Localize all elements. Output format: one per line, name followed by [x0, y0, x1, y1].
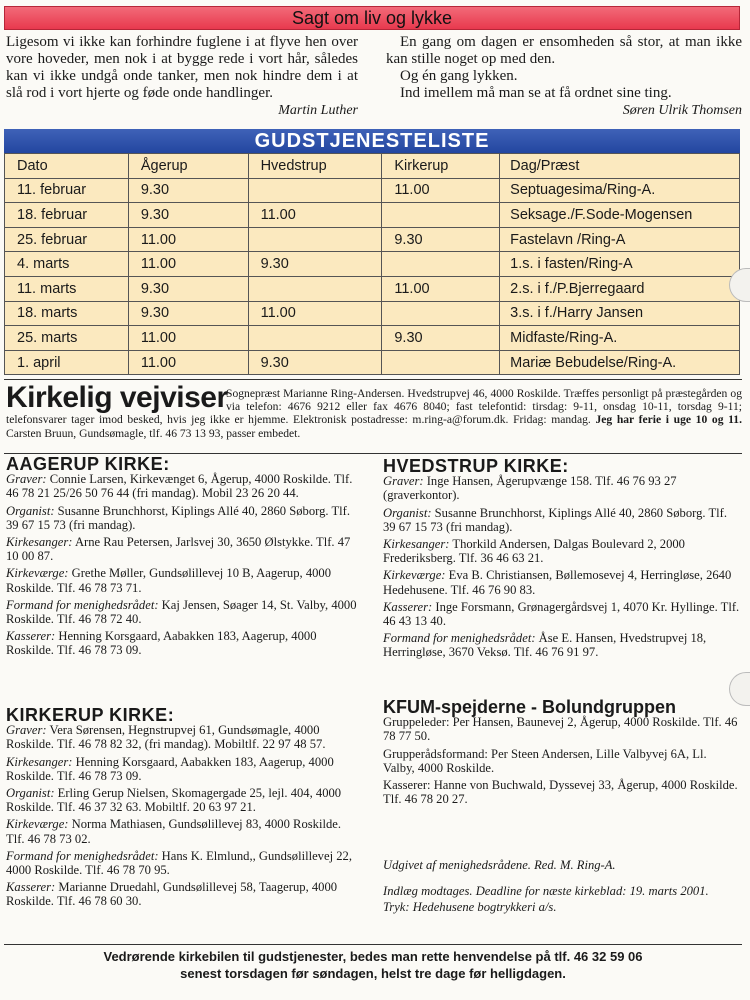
cell-hvedstrup [248, 178, 382, 203]
cell-agerup: 11.00 [128, 326, 248, 351]
contact-entry [6, 535, 361, 563]
entry-role: Kirkesanger: [6, 754, 73, 769]
cell-hvedstrup: 11.00 [248, 203, 382, 228]
aagerup-title: AAGERUP KIRKE: [6, 454, 170, 474]
quotes-banner: Sagt om liv og lykke [4, 6, 740, 30]
contact-entry [6, 598, 361, 626]
entry-role: Kirkesanger: [6, 535, 73, 550]
table-row [5, 276, 740, 301]
entry-role: Organist: [6, 786, 55, 801]
entry-text: Susanne Brunchhorst, Kiplings Allé 40, 2860 Søborg. Tlf. 39 67 15 73 (fri mandag). [383, 505, 728, 534]
quote-thomsen-line3: Ind imellem må man se at få ordnet sine ting. [400, 85, 672, 101]
cell-kirkerup: 11.00 [382, 178, 500, 203]
table-row [5, 203, 740, 228]
directory-intro-bold: Jeg har ferie i uge 10 og 11. [595, 413, 742, 427]
entry-role: Kirkeværge: [6, 817, 69, 832]
cell-kirkerup [382, 301, 500, 326]
contact-entry [6, 723, 361, 751]
entry-text: Inge Forsmann, Grønagergårdsvej 1, 4070 Kr. Hyllinge. Tlf. 46 43 13 40. [383, 599, 740, 629]
entry-text: Connie Larsen, Kirkevænget 6, Ågerup, 4000 Roskilde. Tlf. 46 78 21 25/26 50 76 44 (fri mandag). Mobil 23 26 20 44. [6, 472, 353, 501]
entry-role: Graver: [383, 474, 424, 489]
quote-luther [6, 34, 358, 119]
service-list-title: GUDSTJENESTELISTE [4, 129, 740, 153]
entry-role: Kirkesanger: [383, 537, 450, 552]
cell-day-priest: 2.s. i f./P.Bjerregaard [500, 276, 740, 301]
cell-day-priest: Fastelavn /Ring-A [500, 227, 740, 252]
cell-kirkerup: 9.30 [382, 227, 500, 252]
churchcar-footer [4, 948, 742, 982]
cell-date: 18. marts [5, 301, 129, 326]
cell-hvedstrup [248, 326, 382, 351]
entry-text: Henning Korsgaard, Aabakken 183, Aagerup, 4000 Roskilde. Tlf. 46 78 73 09. [6, 629, 317, 658]
cell-day-priest: Midfaste/Ring-A. [500, 326, 740, 351]
entry-text: Inge Hansen, Ågerupvænge 158. Tlf. 46 76 93 27 (graverkontor). [383, 474, 677, 503]
entry-role: Organist: [6, 503, 55, 518]
hvedstrup-section [383, 456, 741, 663]
contact-entry [383, 506, 741, 534]
contact-entry [6, 880, 361, 908]
cell-agerup: 9.30 [128, 301, 248, 326]
cell-day-priest: Septuagesima/Ring-A. [500, 178, 740, 203]
cell-agerup: 11.00 [128, 252, 248, 277]
contact-entry [6, 566, 361, 594]
header-date: Dato [5, 154, 129, 179]
cell-hvedstrup [248, 276, 382, 301]
cell-date: 18. februar [5, 203, 129, 228]
directory-intro-text: Sognepræst Marianne Ring-Andersen. Hvedstrupvej 46, 4000 Roskilde. Træffes personligt på præstegården og via telefon: 4676 9212 eller fax 4676 8040; fast telefontid: tirsdag: 9-11, onsdag 10-11, torsdag 9-11; telefonsvarer tager imod besked, hvis jeg ikke er hjemme. Elektronisk postadresse: m.ring-a@forum.dk. Fridag: mandag. [6, 387, 742, 427]
contact-entry [383, 568, 741, 596]
contact-entry [6, 849, 361, 877]
cell-kirkerup [382, 203, 500, 228]
footer-line1: Vedrørende kirkebilen til gudstjenester, bedes man rette henvendelse på tlf. 46 32 59 06 [103, 949, 643, 964]
footer-line2: senest torsdagen før søndagen, helst tre dage før helligdagen. [180, 966, 566, 981]
cell-agerup: 9.30 [128, 203, 248, 228]
cell-hvedstrup [248, 227, 382, 252]
kirkerup-section [6, 705, 361, 912]
entry-text: Marianne Druedahl, Gundsølillevej 58, Taagerup, 4000 Roskilde. Tlf. 46 78 60 30. [6, 880, 338, 909]
entry-role: Kasserer: [6, 629, 56, 644]
contact-entry [6, 786, 361, 814]
directory-intro [6, 387, 742, 440]
cell-hvedstrup: 9.30 [248, 252, 382, 277]
kfum-line: Grupperådsformand: Per Steen Andersen, Lille Valbyvej 6A, Ll. Valby, 4000 Roskilde. [383, 746, 707, 775]
entry-text: Grethe Møller, Gundsølillevej 10 B, Aagerup, 4000 Roskilde. Tlf. 46 78 73 71. [6, 566, 332, 595]
cell-kirkerup: 9.30 [382, 326, 500, 351]
entry-text: Eva B. Christiansen, Bøllemosevej 4, Herringløse, 2640 Hedehusene. Tlf. 46 76 90 83. [383, 568, 732, 597]
entry-text: Thorkild Andersen, Dalgas Boulevard 2, 2000 Frederiksberg. Tlf. 36 46 63 21. [383, 537, 685, 566]
quote-luther-author: Martin Luther [278, 103, 358, 118]
aagerup-section [6, 454, 361, 661]
note-tryk: Tryk: Hedehusene bogtrykkeri a/s. [383, 900, 557, 915]
note-udgivet: Udgivet af menighedsrådene. Red. M. Ring-A. [383, 858, 616, 872]
entry-text: Arne Rau Petersen, Jarlsvej 30, 3650 Ølstykke. Tlf. 47 10 00 87. [6, 535, 351, 564]
divider-line [4, 944, 742, 945]
hvedstrup-title: HVEDSTRUP KIRKE: [383, 456, 569, 476]
cell-hvedstrup: 9.30 [248, 350, 382, 375]
entry-text: Norma Mathiasen, Gundsølillevej 83, 4000 Roskilde. Tlf. 46 78 73 02. [6, 817, 341, 846]
entry-role: Formand for menighedsrådet: [6, 597, 159, 612]
contact-entry [383, 474, 741, 502]
quotes-section [6, 34, 742, 126]
entry-text: Vera Sørensen, Hegnstrupvej 61, Gundsømagle, 4000 Roskilde. Tlf. 46 78 82 32, (fri mandag). Mobiltlf. 22 97 48 57. [6, 723, 326, 752]
quote-thomsen-author: Søren Ulrik Thomsen [622, 103, 742, 118]
contact-entry [383, 631, 741, 659]
table-row [5, 350, 740, 375]
note-indlaeg: Indlæg modtages. Deadline for næste kirkeblad: 19. marts 2001. [383, 884, 709, 899]
contact-entry [6, 629, 361, 657]
table-row [5, 301, 740, 326]
divider-line [4, 379, 742, 380]
entry-role: Graver: [6, 472, 47, 487]
table-row [5, 227, 740, 252]
entry-role: Kirkeværge: [383, 568, 446, 583]
contact-entry [6, 472, 361, 500]
service-list-table [4, 153, 740, 375]
cell-date: 4. marts [5, 252, 129, 277]
header-agerup: Ågerup [128, 154, 248, 179]
cell-date: 25. marts [5, 326, 129, 351]
entry-role: Formand for menighedsrådet: [383, 631, 536, 646]
quote-thomsen-line2: Og én gang lykken. [400, 68, 518, 84]
cell-kirkerup [382, 350, 500, 375]
cell-hvedstrup: 11.00 [248, 301, 382, 326]
contact-entry [383, 537, 741, 565]
header-day-priest: Dag/Præst [500, 154, 740, 179]
cell-kirkerup [382, 252, 500, 277]
cell-agerup: 9.30 [128, 276, 248, 301]
entry-text: Åse E. Hansen, Hvedstrupvej 18, Herringløse, 3670 Veksø. Tlf. 46 76 91 97. [383, 631, 707, 660]
header-kirkerup: Kirkerup [382, 154, 500, 179]
service-header-row [5, 154, 740, 179]
quote-luther-text: Ligesom vi ikke kan forhindre fuglene i at flyve hen over vore hoveder, men nok i at bygge rede i vort hår, således kan vi ikke undgå onde tanker, men nok hindre dem i at slå rod i vort hjerte og føde onde handlinger. [6, 34, 358, 101]
entry-role: Formand for menighedsrådet: [6, 848, 159, 863]
cell-agerup: 11.00 [128, 227, 248, 252]
kirkerup-title: KIRKERUP KIRKE: [6, 705, 175, 725]
entry-text: Henning Korsgaard, Aabakken 183, Aagerup, 4000 Roskilde. Tlf. 46 78 73 09. [6, 754, 334, 783]
contact-entry [6, 755, 361, 783]
cell-kirkerup: 11.00 [382, 276, 500, 301]
cell-agerup: 11.00 [128, 350, 248, 375]
cell-agerup: 9.30 [128, 178, 248, 203]
cell-day-priest: 1.s. i fasten/Ring-A [500, 252, 740, 277]
table-row [5, 326, 740, 351]
cell-date: 11. marts [5, 276, 129, 301]
entry-text: Susanne Brunchhorst, Kiplings Allé 40, 2860 Søborg. Tlf. 39 67 15 73 (fri mandag). [6, 503, 351, 532]
kfum-section [383, 697, 741, 809]
kfum-title: KFUM-spejderne - Bolundgruppen [383, 697, 676, 717]
entry-role: Kasserer: [383, 599, 433, 614]
header-hvedstrup: Hvedstrup [248, 154, 382, 179]
entry-role: Kasserer: [6, 880, 56, 895]
cell-day-priest: Seksage./F.Sode-Mogensen [500, 203, 740, 228]
publication-notes [383, 858, 741, 915]
cell-date: 25. februar [5, 227, 129, 252]
entry-role: Organist: [383, 505, 432, 520]
entry-text: Kaj Jensen, Søager 14, St. Valby, 4000 Roskilde. Tlf. 46 78 72 40. [6, 597, 357, 627]
cell-day-priest: 3.s. i f./Harry Jansen [500, 301, 740, 326]
cell-date: 11. februar [5, 178, 129, 203]
kfum-line: Kasserer: Hanne von Buchwald, Dyssevej 33, Ågerup, 4000 Roskilde. Tlf. 46 78 20 27. [383, 778, 738, 807]
cell-date: 1. april [5, 350, 129, 375]
table-row [5, 252, 740, 277]
entry-role: Graver: [6, 723, 47, 738]
entry-role: Kirkeværge: [6, 566, 69, 581]
contact-entry [6, 817, 361, 845]
directory-title: Kirkelig vejviser [6, 381, 228, 414]
quote-thomsen [386, 34, 742, 119]
quote-thomsen-line1: En gang om dagen er ensomheden så stor, at man ikke kan stille noget op med den. [386, 34, 742, 67]
contact-entry [383, 600, 741, 628]
entry-text: Erling Gerup Nielsen, Skomagergade 25, lejl. 404, 4000 Roskilde. Tlf. 46 37 32 63. Mobiltlf. 20 63 97 21. [6, 786, 342, 815]
cell-day-priest: Mariæ Bebudelse/Ring-A. [500, 350, 740, 375]
table-row [5, 178, 740, 203]
directory-intro-after: Carsten Bruun, Gundsømagle, tlf. 46 73 13 93, passer embedet. [6, 426, 301, 440]
contact-entry [6, 504, 361, 532]
kfum-line: Gruppeleder: Per Hansen, Baunevej 2, Ågerup, 4000 Roskilde. Tlf. 46 78 77 50. [383, 715, 738, 744]
entry-text: Hans K. Elmlund,, Gundsølillevej 22, 4000 Roskilde. Tlf. 46 78 70 95. [6, 848, 352, 878]
